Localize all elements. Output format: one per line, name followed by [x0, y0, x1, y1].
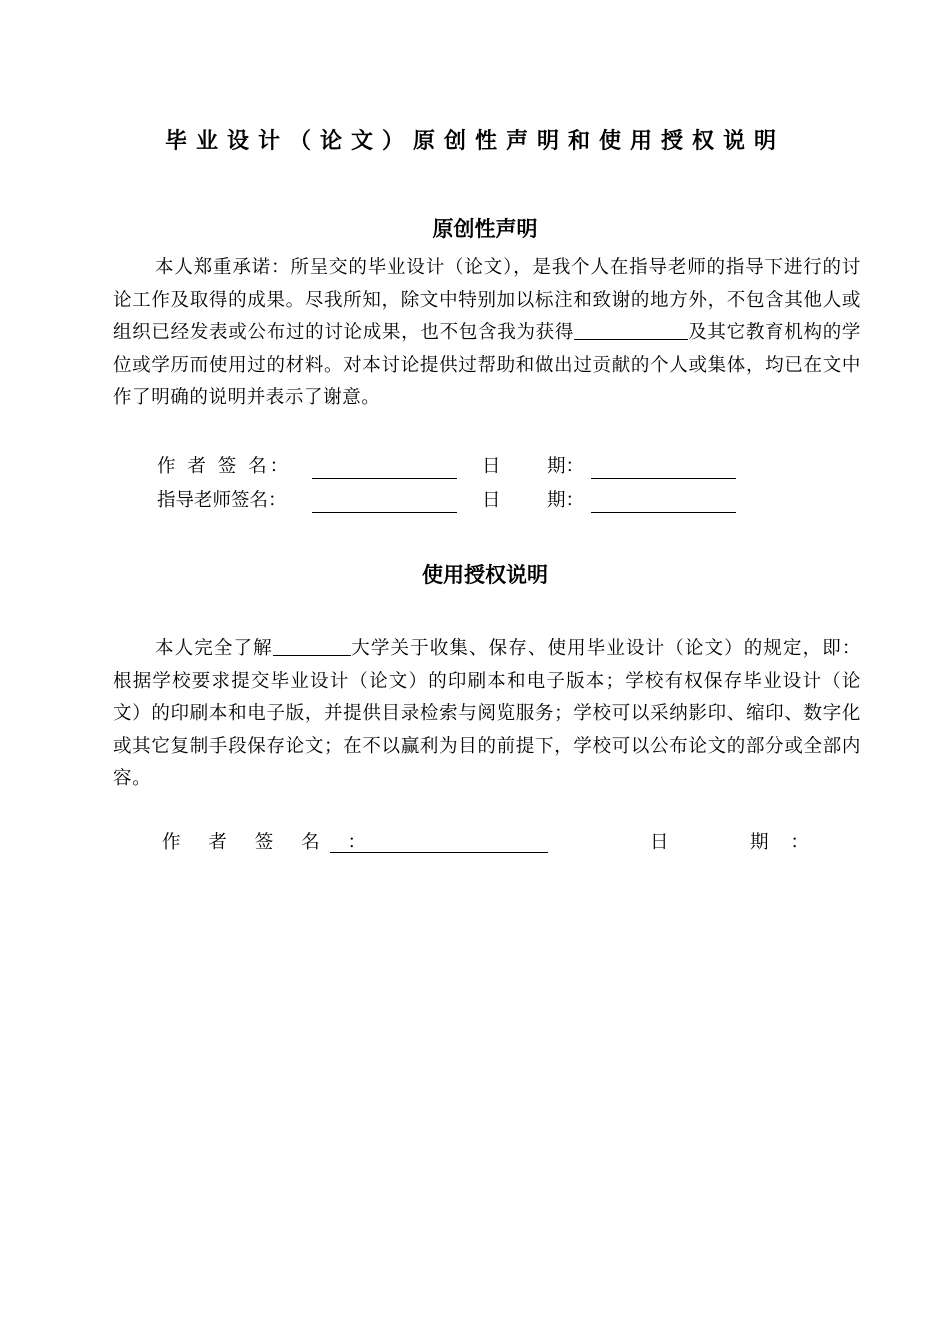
document-title: 毕业设计（论文）原创性声明和使用授权说明 — [164, 129, 785, 154]
authorization-date-part2: 期 ： — [750, 832, 817, 853]
authorization-paragraph — [113, 633, 861, 796]
originality-paragraph — [113, 252, 861, 415]
advisor-date-label-part2: 期： — [547, 490, 585, 511]
authorization-heading: 使用授权说明 — [422, 563, 548, 587]
university-blank-field[interactable] — [273, 635, 351, 656]
author-signature-line[interactable] — [312, 478, 457, 479]
degree-blank-field[interactable] — [574, 319, 688, 340]
originality-heading: 原创性声明 — [432, 217, 538, 241]
author-date-line[interactable] — [591, 478, 736, 479]
advisor-date-label-part1: 日 — [482, 490, 501, 511]
advisor-signature-label: 指导老师签名： — [157, 490, 287, 511]
authorization-text-part1: 本人完全了解 — [155, 638, 273, 659]
authorization-text-part2: 大学关于收集、保存、使用毕业设计（论文）的规定，即：根据学校要求提交毕业设计（论文）的印刷本和电子版本；学校有权保存毕业设计（论文）的印刷本和电子版，并提供目录检索与阅览服务；学校可以采纳影印、缩印、数字化或其它复制手段保存论文；在不以赢利为目的前提下，学校可以公布论文的部分或全部内容。 — [113, 638, 861, 790]
advisor-signature-line[interactable] — [312, 512, 457, 513]
authorization-date-part1: 日 — [650, 832, 669, 853]
advisor-date-line[interactable] — [591, 512, 736, 513]
date-label-part2: 期： — [547, 456, 585, 477]
authorization-author-label: 作 者 签 名 ： — [162, 832, 378, 853]
author-signature-label: 作 者 签 名： — [157, 456, 292, 477]
authorization-signature-line[interactable] — [330, 852, 548, 853]
date-label-part1: 日 — [482, 456, 501, 477]
originality-text-part1: 本人郑重承诺：所呈交的毕业设计（论文），是我个人在指导老师的指导下进行的讨论工作及取得的成果。尽我所知，除文中特别加以标注和致谢的地方外，不包含其他人或组织已经发表或公布过的讨论成果，也不包含我为获得 — [113, 257, 861, 344]
originality-text-part2: 及其它教育机构的学位或学历而使用过的材料。对本讨论提供过帮助和做出过贡献的个人或集体，均已在文中作了明确的说明并表示了谢意。 — [113, 322, 862, 409]
